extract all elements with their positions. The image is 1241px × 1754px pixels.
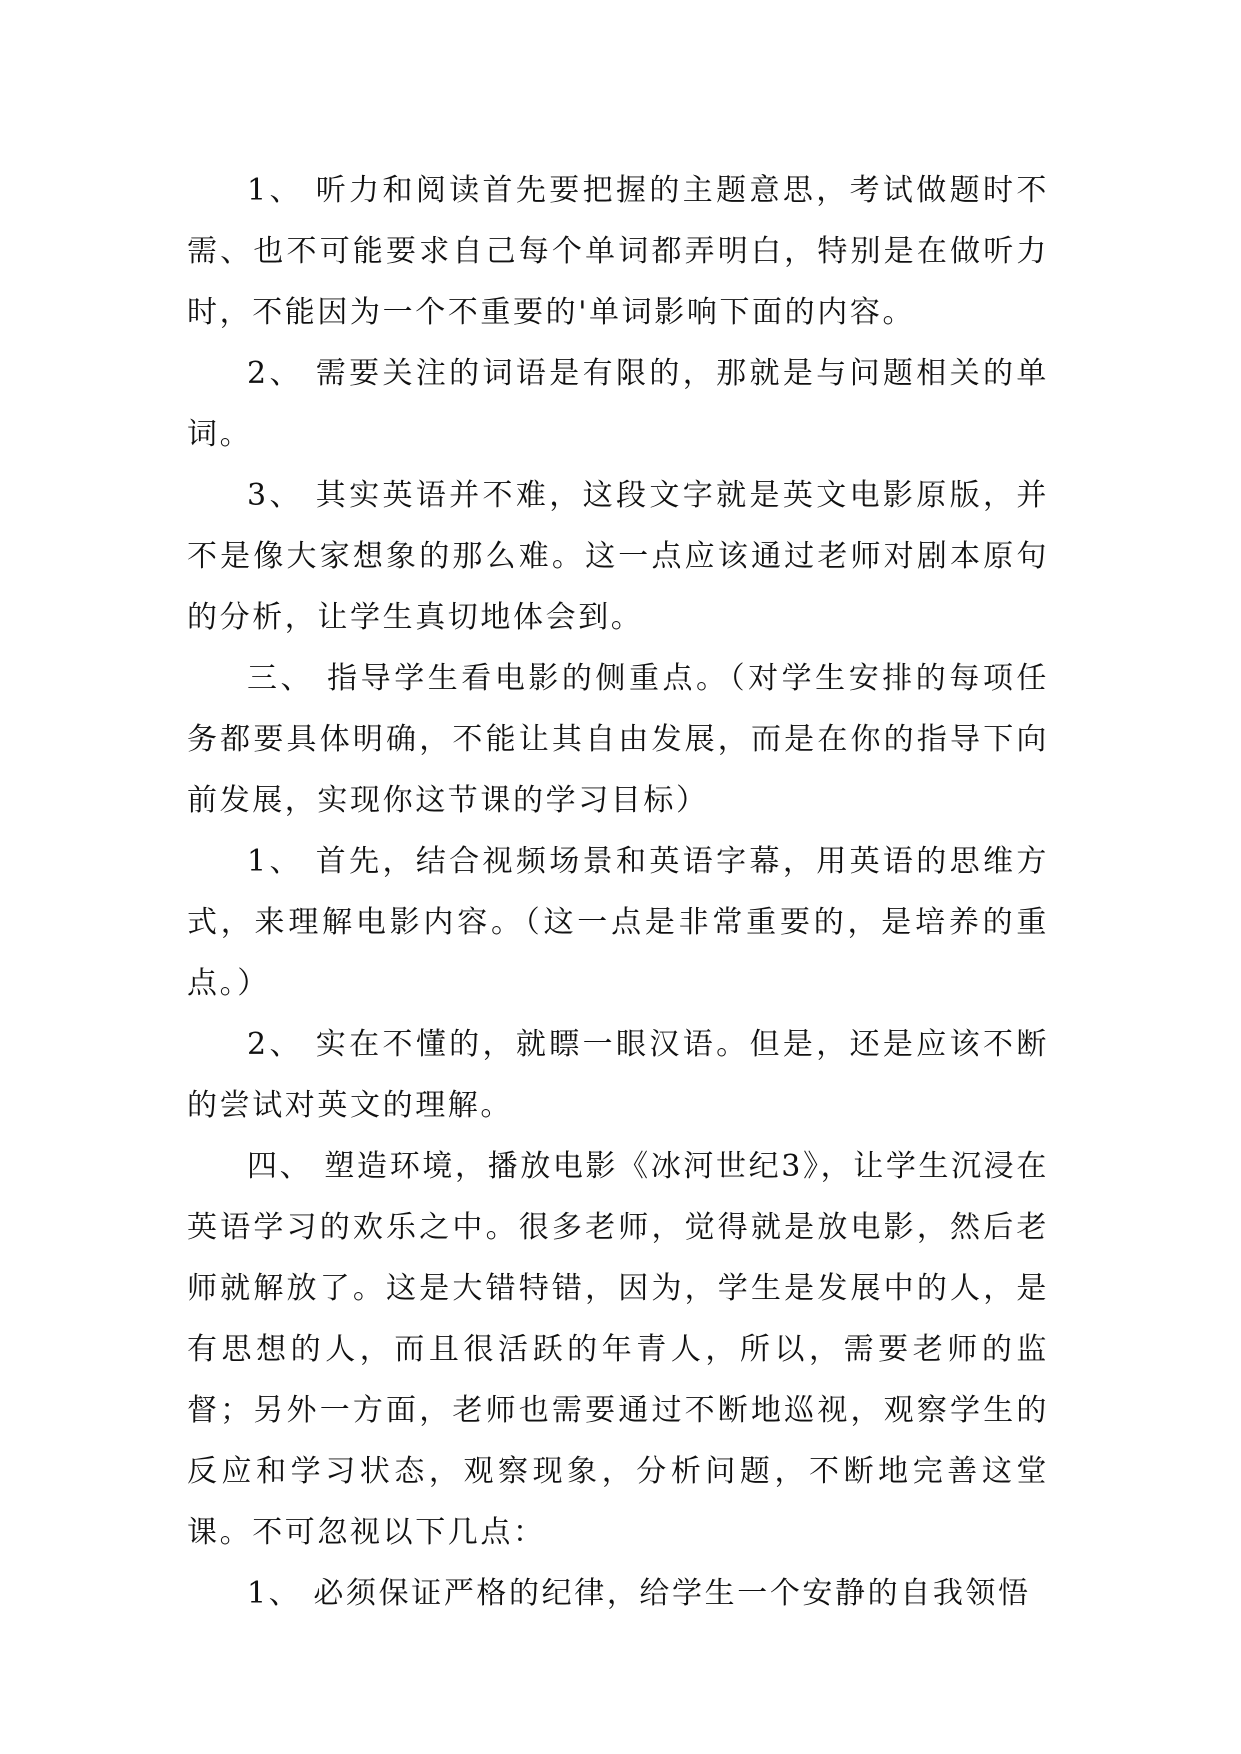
paragraph-english-not-hard: 3、 其实英语并不难，这段文字就是英文电影原版，并不是像大家想象的那么难。这一点应该通过老师对剧本原句的分析，让学生真切地体会到。 — [187, 478, 1049, 635]
paragraph-subtitles: 1、 首先，结合视频场景和英语字幕，用英语的思维方式，来理解电影内容。（这一点是非常重要的，是培养的重点。） — [187, 844, 1049, 1001]
paragraph-section-four: 四、 塑造环境，播放电影《冰河世纪3》，让学生沉浸在英语学习的欢乐之中。很多老师，觉得就是放电影，然后老师就解放了。这是大错特错，因为，学生是发展中的人，是有思想的人，而且很活跃的年青人，所以，需要老师的监督；另外一方面，老师也需要通过不断地巡视，观察学生的反应和学习状态，观察现象，分析问题，不断地完善这堂课。不可忽视以下几点： — [187, 1149, 1049, 1550]
paragraph-glance-chinese: 2、 实在不懂的，就瞟一眼汉语。但是，还是应该不断的尝试对英文的理解。 — [187, 1027, 1049, 1123]
paragraph-discipline: 1、 必须保证严格的纪律，给学生一个安静的自我领悟 — [247, 1576, 1031, 1611]
document-body — [187, 160, 1049, 1624]
paragraph-listening-reading: 1、 听力和阅读首先要把握的主题意思，考试做题时不需、也不可能要求自己每个单词都弄明白，特别是在做听力时，不能因为一个不重要的'单词影响下面的内容。 — [187, 173, 1049, 330]
paragraph-section-three: 三、 指导学生看电影的侧重点。（对学生安排的每项任务都要具体明确，不能让其自由发展，而是在你的指导下向前发展，实现你这节课的学习目标） — [187, 661, 1049, 818]
paragraph-key-words: 2、 需要关注的词语是有限的，那就是与问题相关的单词。 — [187, 356, 1049, 452]
